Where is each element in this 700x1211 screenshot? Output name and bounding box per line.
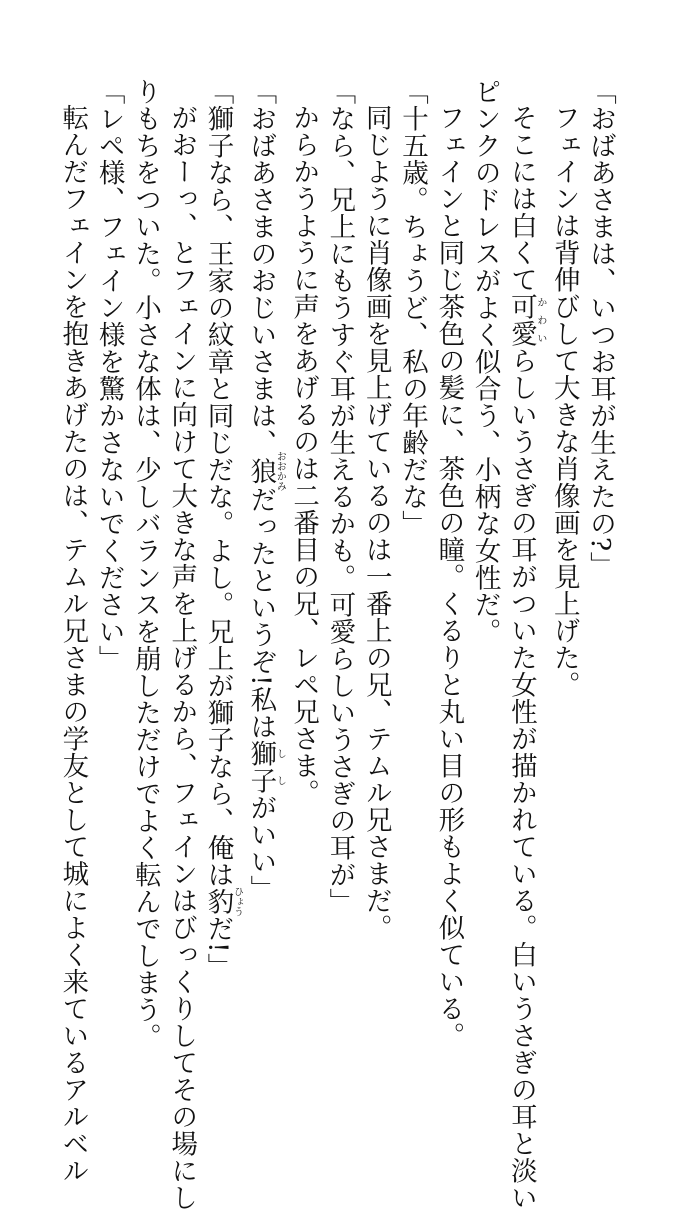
text-line <box>466 78 502 978</box>
text-line <box>430 78 466 1049</box>
text-line <box>582 78 618 978</box>
text-segment: 「レペ様、フェイン様を驚かさないでください」 <box>93 78 125 672</box>
text-line <box>545 78 581 978</box>
text-line <box>503 78 546 1211</box>
ruby-base: 豹 <box>202 886 234 917</box>
text-segment: らしいうさぎの耳がついた女性が描かれている。白いうさぎの耳と淡い <box>505 347 537 1211</box>
text-line <box>321 78 357 978</box>
ruby-word <box>245 451 286 491</box>
text-line <box>242 78 285 978</box>
ruby-reading: ひょう <box>231 886 243 917</box>
ruby-word <box>505 293 546 347</box>
text-line <box>163 78 199 1211</box>
text-segment: 「おばあさまは、いつお耳が生えたの?」 <box>585 78 616 579</box>
text-segment: 「獅子なら、王家の紋章と同じだな。よし。兄上が獅子なら、俺は <box>202 78 234 888</box>
ruby-reading: かわい <box>534 293 546 347</box>
text-segment: がおーっ、とフェインに向けて大きな声を上げるから、フェインはびっくりしてその場にし <box>166 104 198 1211</box>
text-segment: だったというぞ!私は <box>245 486 277 741</box>
text-line <box>54 78 90 1184</box>
ruby-word <box>202 886 243 917</box>
ruby-base: 獅子 <box>245 740 277 795</box>
ruby-base: 可愛 <box>505 293 537 347</box>
text-segment: りもちをついた。小さな体は、少しバランスを崩しただけでよく転んでしまう。 <box>129 78 161 1050</box>
text-segment: フェインと同じ茶色の髪に、茶色の瞳。くるりと丸い目の形もよく似ている。 <box>433 104 465 1049</box>
ruby-reading: しし <box>274 740 286 795</box>
text-line <box>394 78 430 978</box>
ruby-base: 狼 <box>245 451 277 491</box>
text-segment: からかうように声をあげるのは二番目の兄、レペ兄さま。 <box>288 104 320 806</box>
text-line <box>199 78 243 981</box>
text-segment: 転んだフェインを抱きあげたのは、テムル兄さまの学友として城によく来ているアルベル <box>57 104 89 1184</box>
ruby-reading: おおかみ <box>274 451 286 491</box>
text-line <box>127 78 163 1050</box>
text-segment: がいい」 <box>245 794 277 903</box>
text-segment: フェインは背伸びして大きな肖像画を見上げた。 <box>548 104 580 698</box>
text-line <box>357 78 393 978</box>
text-line <box>90 78 126 978</box>
text-line <box>285 78 321 978</box>
text-segment: 「おばあさまのおじいさまは、 <box>245 78 277 456</box>
text-segment: だ!」 <box>202 915 234 981</box>
text-segment: 同じように肖像画を見上げているのは一番上の兄、テムル兄さまだ。 <box>360 104 392 941</box>
vertical-text-body <box>54 78 618 1211</box>
text-segment: ピンクのドレスがよく似合う、小柄な女性だ。 <box>469 78 501 645</box>
text-segment: 「十五歳。ちょうど、私の年齢だな」 <box>397 78 429 537</box>
text-segment: 「なら、兄上にもうすぐ耳が生えるかも。可愛らしいうさぎの耳が」 <box>324 78 356 915</box>
text-segment: そこには白くて <box>505 104 537 293</box>
ruby-word <box>245 740 286 795</box>
